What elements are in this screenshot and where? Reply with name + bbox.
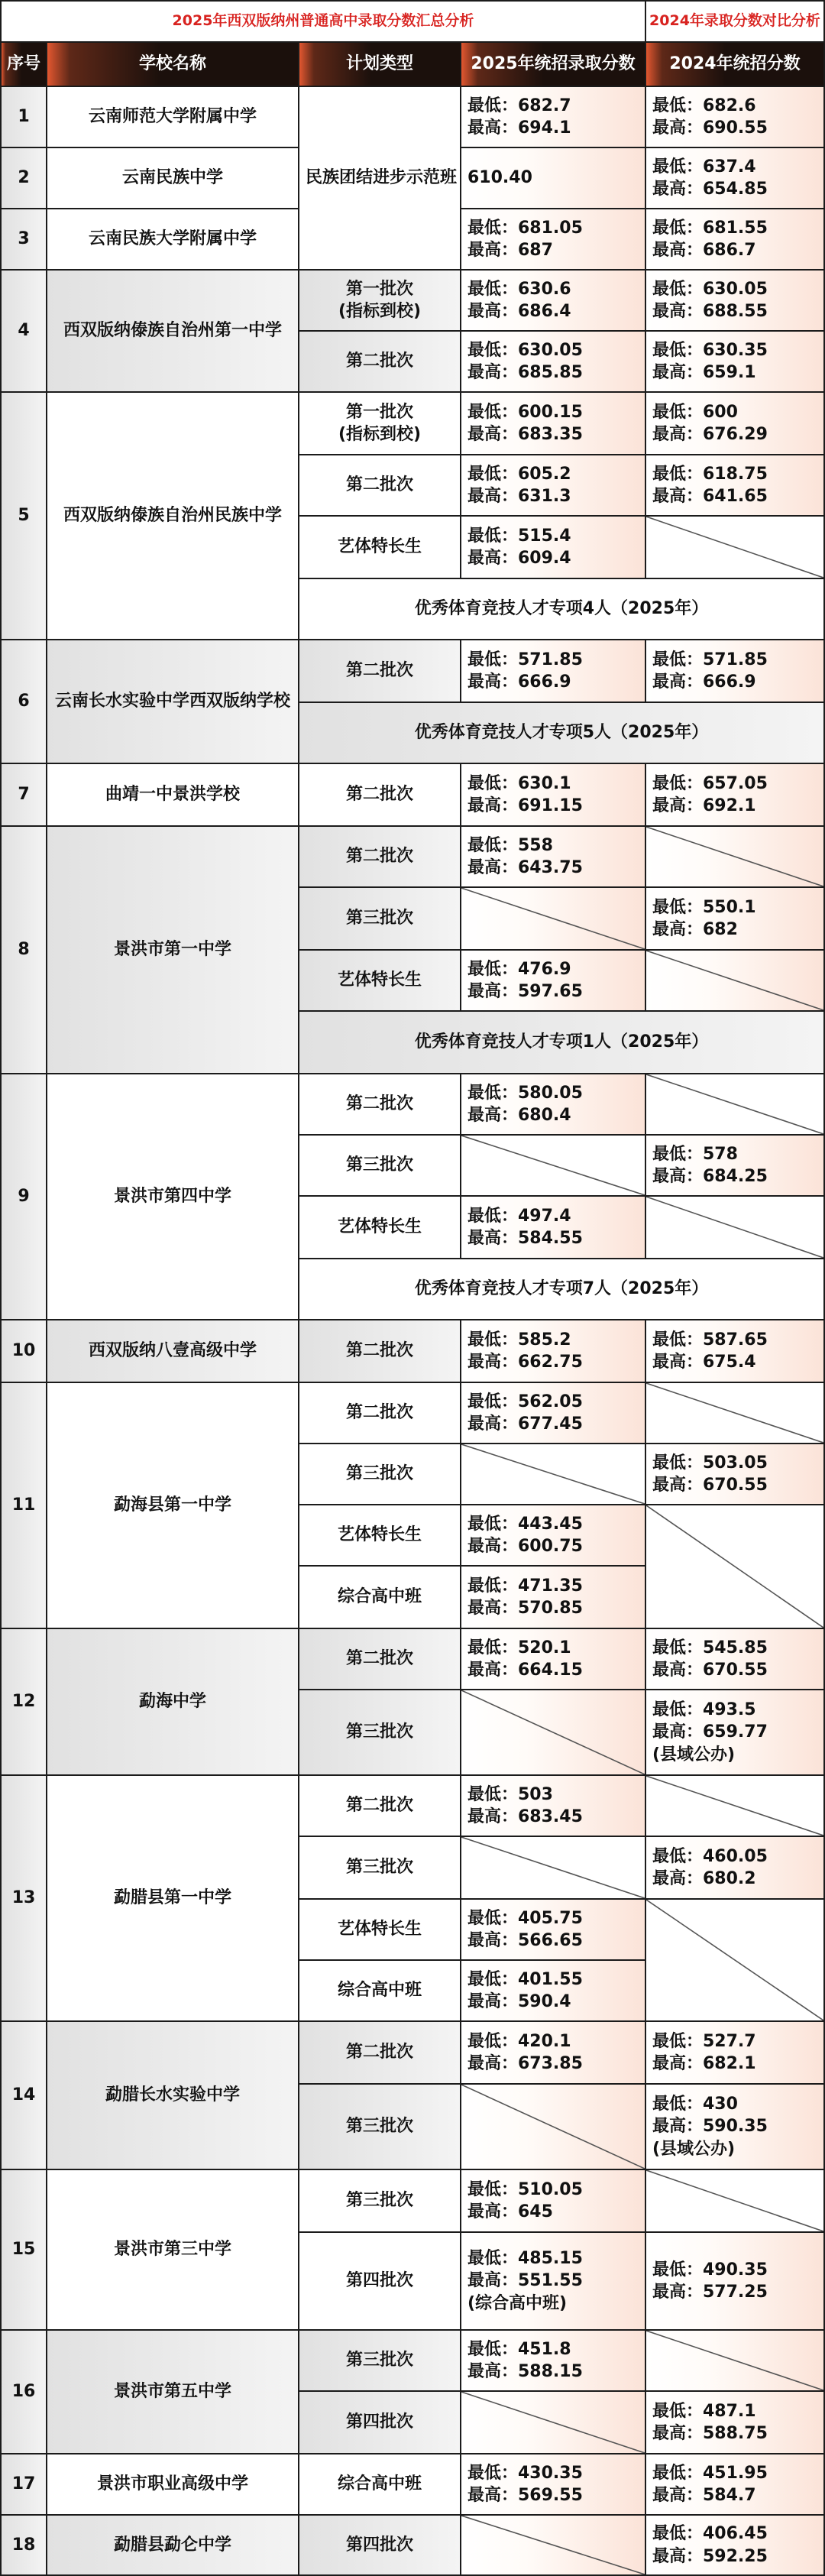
cell-text: 2025年西双版纳州普通高中录取分数汇总分析 — [172, 12, 474, 30]
table-cell-r3-n — [0, 209, 47, 271]
cell-text: 16 — [11, 2382, 36, 2402]
cell-text: 第二批次 — [345, 661, 413, 681]
table-cell-p1-3 — [299, 87, 461, 271]
cell-text: 最低：605.2 最高：631.3 — [467, 464, 571, 506]
cell-text: 第四批次 — [345, 2535, 413, 2555]
table-cell-r8-p2 — [299, 888, 461, 951]
empty-cell-diagonal — [461, 1690, 645, 1774]
table-cell-r1-a — [461, 87, 646, 148]
empty-cell-diagonal — [461, 2516, 645, 2574]
table-cell-r16-a1 — [461, 2331, 646, 2392]
table-cell-r17-p1 — [299, 2454, 461, 2516]
table-cell-r16-p1 — [299, 2331, 461, 2392]
table-cell-r11-b34 — [646, 1505, 825, 1629]
table-cell-h3 — [299, 43, 461, 87]
table-cell-r11-s — [47, 1383, 299, 1629]
cell-text: 最低：580.05 最高：680.4 — [467, 1083, 583, 1125]
table-cell-r2-s — [47, 148, 299, 209]
table-cell-r5-p3 — [299, 517, 461, 579]
cell-text: 第三批次 — [345, 1858, 413, 1878]
cell-text: 最低：490.35 最高：577.25 — [652, 2260, 768, 2302]
cell-text: 最低：497.4 最高：584.55 — [467, 1206, 583, 1248]
table-cell-r9-b1 — [646, 1074, 825, 1136]
cell-text: 最低：503.05 最高：670.55 — [652, 1453, 768, 1495]
cell-text: 2 — [18, 168, 30, 188]
table-cell-r9-p2 — [299, 1136, 461, 1197]
table-cell-r5-n — [0, 393, 47, 640]
cell-text: 第二批次 — [345, 1796, 413, 1816]
cell-text: 序号 — [6, 54, 40, 74]
cell-text: 最低：430.35 最高：569.55 — [467, 2463, 583, 2505]
empty-cell-diagonal — [646, 827, 823, 886]
table-cell-r17-b1 — [646, 2454, 825, 2516]
cell-text: 综合高中班 — [337, 2474, 422, 2494]
table-cell-r4-b1 — [646, 271, 825, 332]
table-cell-r8-n — [0, 827, 47, 1074]
table-cell-r13-a4 — [461, 1961, 646, 2022]
table-cell-r2-a — [461, 148, 646, 209]
cell-text: 最低：600.15 最高：683.35 — [467, 402, 583, 444]
table-cell-r8-a1 — [461, 827, 646, 888]
cell-text: 第二批次 — [345, 1649, 413, 1669]
table-cell-r13-p2 — [299, 1837, 461, 1900]
cell-text: 最低：443.45 最高：600.75 — [467, 1514, 583, 1556]
empty-cell-diagonal — [646, 1900, 823, 2020]
cell-text: 第二批次 — [345, 1341, 413, 1361]
cell-text: 第二批次 — [345, 1094, 413, 1114]
empty-cell-diagonal — [646, 2331, 823, 2390]
cell-text: 云南长水实验中学西双版纳学校 — [54, 692, 290, 711]
cell-text: 最低：657.05 最高：692.1 — [652, 773, 768, 815]
cell-text: 4 — [18, 321, 30, 341]
cell-text: 云南民族中学 — [121, 168, 223, 188]
cell-text: 6 — [18, 692, 30, 711]
table-cell-r5-b2 — [646, 455, 825, 517]
table-cell-r17-n — [0, 2454, 47, 2516]
empty-cell-diagonal — [461, 2085, 645, 2169]
table-cell-r3-s — [47, 209, 299, 271]
table-cell-r18-s — [47, 2516, 299, 2576]
cell-text: 2024年录取分数对比分析 — [649, 12, 820, 30]
table-cell-r8-p3 — [299, 951, 461, 1012]
table-cell-r5-b3 — [646, 517, 825, 579]
cell-text: 景洪市第三中学 — [113, 2240, 231, 2260]
table-cell-r15-p2 — [299, 2233, 461, 2331]
cell-text: 勐海中学 — [138, 1692, 206, 1712]
cell-text: 优秀体育竞技人才专项5人（2025年） — [414, 723, 709, 743]
cell-text: 景洪市第四中学 — [113, 1187, 231, 1207]
table-cell-r5-a1 — [461, 393, 646, 455]
table-cell-r8-s — [47, 827, 299, 1074]
empty-cell-diagonal — [646, 951, 823, 1010]
cell-text: 景洪市第五中学 — [113, 2382, 231, 2402]
table-cell-r13-p1 — [299, 1776, 461, 1837]
cell-text: 13 — [11, 1888, 36, 1908]
cell-text: 最低：406.45 最高：592.25 — [652, 2524, 768, 2566]
table-cell-r4-a1 — [461, 271, 646, 332]
table-cell-r12-b2 — [646, 1690, 825, 1776]
cell-text: 第四批次 — [345, 2412, 413, 2432]
cell-text: 9 — [18, 1187, 30, 1207]
cell-text: 第三批次 — [345, 1722, 413, 1742]
table-cell-r13-a1 — [461, 1776, 646, 1837]
table-cell-r14-b2 — [646, 2085, 825, 2170]
table-cell-r2-n — [0, 148, 47, 209]
cell-text: 最低：562.05 最高：677.45 — [467, 1392, 583, 1434]
table-cell-r6-sp — [299, 703, 825, 764]
cell-text: 艺体特长生 — [337, 1920, 422, 1939]
cell-text: 最低：681.55 最高：686.7 — [652, 218, 768, 260]
cell-text: 最低：520.1 最高：664.15 — [467, 1638, 583, 1680]
empty-cell-diagonal — [646, 1505, 823, 1628]
table-cell-r10-p1 — [299, 1320, 461, 1383]
cell-text: 第四批次 — [345, 2271, 413, 2291]
table-cell-r15-b2 — [646, 2233, 825, 2331]
table-cell-r14-b1 — [646, 2022, 825, 2085]
cell-text: 17 — [11, 2474, 36, 2494]
cell-text: 18 — [11, 2535, 36, 2555]
cell-text: 勐腊县第一中学 — [113, 1888, 231, 1908]
cell-text: 最低：485.15 最高：551.55 (综合高中班) — [467, 2249, 583, 2313]
table-cell-r11-p2 — [299, 1444, 461, 1505]
table-cell-r16-a2 — [461, 2392, 646, 2454]
cell-text: 最低：682.6 最高：690.55 — [652, 96, 768, 138]
table-cell-r15-n — [0, 2170, 47, 2331]
table-cell-r5-a2 — [461, 455, 646, 517]
table-cell-r8-a3 — [461, 951, 646, 1012]
table-cell-r5-b1 — [646, 393, 825, 455]
empty-cell-diagonal — [646, 2170, 823, 2231]
table-cell-r18-a1 — [461, 2516, 646, 2576]
table-cell-r10-n — [0, 1320, 47, 1383]
table-cell-r11-a3 — [461, 1505, 646, 1567]
table-cell-r15-a2 — [461, 2233, 646, 2331]
cell-text: 5 — [18, 506, 30, 526]
table-cell-r4-p1 — [299, 271, 461, 332]
cell-text: 最低：630.05 最高：685.85 — [467, 340, 583, 382]
table-cell-r11-p3 — [299, 1505, 461, 1567]
table-cell-r14-a2 — [461, 2085, 646, 2170]
cell-text: 最低：618.75 最高：641.65 — [652, 464, 768, 506]
cell-text: 最低：578 最高：684.25 — [652, 1144, 768, 1186]
table-cell-r18-n — [0, 2516, 47, 2576]
cell-text: 最低：682.7 最高：694.1 — [467, 96, 571, 138]
cell-text: 2024年统招分数 — [669, 54, 801, 74]
empty-cell-diagonal — [646, 1776, 823, 1836]
table-cell-r7-a1 — [461, 764, 646, 827]
table-cell-r11-b1 — [646, 1383, 825, 1444]
table-cell-r16-p2 — [299, 2392, 461, 2454]
cell-text: 最低：550.1 最高：682 — [652, 897, 756, 939]
table-cell-r6-a1 — [461, 640, 646, 703]
table-cell-r11-a4 — [461, 1567, 646, 1629]
table-cell-r14-a1 — [461, 2022, 646, 2085]
cell-text: 10 — [11, 1341, 36, 1361]
table-cell-r5-s — [47, 393, 299, 640]
table-cell-r17-a1 — [461, 2454, 646, 2516]
cell-text: 610.40 — [467, 168, 532, 188]
cell-text: 学校名称 — [138, 54, 206, 74]
table-cell-r6-s — [47, 640, 299, 764]
table-cell-r13-b2 — [646, 1837, 825, 1900]
cell-text: 优秀体育竞技人才专项1人（2025年） — [414, 1032, 709, 1052]
cell-text: 第一批次 (指标到校) — [338, 402, 422, 444]
table-cell-r9-a1 — [461, 1074, 646, 1136]
empty-cell-diagonal — [461, 2392, 645, 2453]
table-cell-r4-a2 — [461, 332, 646, 393]
table-cell-r4-n — [0, 271, 47, 393]
cell-text: 2025年统招录取分数 — [471, 54, 636, 74]
cell-text: 勐海县第一中学 — [113, 1495, 231, 1515]
table-cell-r4-s — [47, 271, 299, 393]
empty-cell-diagonal — [461, 888, 645, 949]
table-cell-r8-b1 — [646, 827, 825, 888]
cell-text: 曲靖一中景洪学校 — [105, 785, 240, 805]
table-cell-r12-n — [0, 1629, 47, 1776]
empty-cell-diagonal — [461, 1837, 645, 1898]
table-cell-r4-p2 — [299, 332, 461, 393]
cell-text: 1 — [18, 107, 30, 127]
table-cell-r4-b2 — [646, 332, 825, 393]
cell-text: 西双版纳八壹高级中学 — [88, 1341, 257, 1361]
table-cell-r11-p1 — [299, 1383, 461, 1444]
table-cell-r15-s — [47, 2170, 299, 2331]
cell-text: 综合高中班 — [337, 1981, 422, 2001]
cell-text: 景洪市第一中学 — [113, 940, 231, 960]
table-cell-r11-a2 — [461, 1444, 646, 1505]
cell-text: 西双版纳傣族自治州民族中学 — [63, 506, 282, 526]
cell-text: 最低：585.2 最高：662.75 — [467, 1330, 583, 1372]
cell-text: 第二批次 — [345, 352, 413, 371]
table-cell-r13-b34 — [646, 1900, 825, 2022]
cell-text: 最低：630.05 最高：688.55 — [652, 279, 768, 321]
table-cell-r8-b2 — [646, 888, 825, 951]
empty-cell-diagonal — [646, 1074, 823, 1134]
table-cell-r9-b2 — [646, 1136, 825, 1197]
table-cell-r12-p1 — [299, 1629, 461, 1690]
cell-text: 8 — [18, 940, 30, 960]
cell-text: 第三批次 — [345, 2191, 413, 2211]
table-cell-r9-a2 — [461, 1136, 646, 1197]
table-cell-r1-n — [0, 87, 47, 148]
empty-cell-diagonal — [461, 1444, 645, 1504]
cell-text: 最低：405.75 最高：566.65 — [467, 1908, 583, 1950]
table-cell-r11-n — [0, 1383, 47, 1629]
table-cell-r8-sp — [299, 1012, 825, 1074]
cell-text: 第二批次 — [345, 785, 413, 805]
cell-text: 云南师范大学附属中学 — [88, 107, 257, 127]
cell-text: 最低：476.9 最高：597.65 — [467, 959, 583, 1001]
table-cell-r16-n — [0, 2331, 47, 2454]
table-cell-r5-sp — [299, 579, 825, 640]
table-cell-r10-s — [47, 1320, 299, 1383]
table-cell-r7-p1 — [299, 764, 461, 827]
cell-text: 最低：503 最高：683.45 — [467, 1784, 583, 1826]
cell-text: 3 — [18, 229, 30, 249]
cell-text: 最低：558 最高：643.75 — [467, 835, 583, 877]
cell-text: 最低：487.1 最高：588.75 — [652, 2401, 768, 2443]
table-cell-r3-a — [461, 209, 646, 271]
cell-text: 最低：630.1 最高：691.15 — [467, 773, 583, 815]
table-cell-h5 — [646, 43, 825, 87]
cell-text: 景洪市职业高级中学 — [96, 2474, 248, 2494]
table-cell-h2 — [47, 43, 299, 87]
table-cell-r18-p1 — [299, 2516, 461, 2576]
cell-text: 艺体特长生 — [337, 1525, 422, 1545]
empty-cell-diagonal — [646, 517, 823, 578]
table-cell-r14-n — [0, 2022, 47, 2170]
cell-text: 第三批次 — [345, 2117, 413, 2137]
cell-text: 最低：451.95 最高：584.7 — [652, 2463, 768, 2505]
table-cell-r15-a1 — [461, 2170, 646, 2233]
table-cell-r16-s — [47, 2331, 299, 2454]
table-cell-t2 — [646, 0, 825, 43]
cell-text: 云南民族大学附属中学 — [88, 229, 257, 249]
table-cell-r13-p3 — [299, 1900, 461, 1961]
cell-text: 最低：545.85 最高：670.55 — [652, 1638, 768, 1680]
empty-cell-diagonal — [646, 1197, 823, 1258]
cell-text: 最低：681.05 最高：687 — [467, 218, 583, 260]
cell-text: 优秀体育竞技人才专项7人（2025年） — [414, 1279, 709, 1299]
table-cell-t1 — [0, 0, 646, 43]
table-cell-r8-b3 — [646, 951, 825, 1012]
table-cell-r7-n — [0, 764, 47, 827]
table-cell-r7-b1 — [646, 764, 825, 827]
cell-text: 艺体特长生 — [337, 537, 422, 557]
table-cell-r16-b2 — [646, 2392, 825, 2454]
table-cell-r12-p2 — [299, 1690, 461, 1776]
cell-text: 11 — [11, 1495, 36, 1515]
cell-text: 7 — [18, 785, 30, 805]
empty-cell-diagonal — [461, 1136, 645, 1195]
table-cell-r5-a3 — [461, 517, 646, 579]
cell-text: 第二批次 — [345, 475, 413, 495]
cell-text: 计划类型 — [345, 54, 413, 74]
table-cell-r11-a1 — [461, 1383, 646, 1444]
table-cell-r18-b1 — [646, 2516, 825, 2576]
cell-text: 西双版纳傣族自治州第一中学 — [63, 321, 282, 341]
table-cell-h1 — [0, 43, 47, 87]
table-cell-r13-b1 — [646, 1776, 825, 1837]
cell-text: 15 — [11, 2240, 36, 2260]
table-cell-r9-p3 — [299, 1197, 461, 1259]
table-cell-r6-b1 — [646, 640, 825, 703]
cell-text: 民族团结进步示范班 — [306, 168, 458, 188]
cell-text: 最低：630.35 最高：659.1 — [652, 340, 768, 382]
table-cell-r2-b — [646, 148, 825, 209]
table-cell-r8-a2 — [461, 888, 646, 951]
cell-text: 第三批次 — [345, 909, 413, 928]
cell-text: 勐腊县勐仑中学 — [113, 2535, 231, 2555]
table-cell-r6-n — [0, 640, 47, 764]
table-cell-r16-b1 — [646, 2331, 825, 2392]
table-cell-r12-a2 — [461, 1690, 646, 1776]
table-cell-r5-p1 — [299, 393, 461, 455]
cell-text: 最低：460.05 最高：680.2 — [652, 1846, 768, 1888]
cell-text: 最低：510.05 最高：645 — [467, 2179, 583, 2221]
cell-text: 勐腊长水实验中学 — [105, 2085, 240, 2105]
cell-text: 最低：515.4 最高：609.4 — [467, 526, 571, 568]
table-cell-r6-p1 — [299, 640, 461, 703]
table-cell-r7-s — [47, 764, 299, 827]
table-cell-r13-n — [0, 1776, 47, 2022]
cell-text: 艺体特长生 — [337, 1217, 422, 1237]
empty-cell-diagonal — [646, 1383, 823, 1443]
table-cell-r17-s — [47, 2454, 299, 2516]
table-cell-r1-s — [47, 87, 299, 148]
cell-text: 最低：571.85 最高：666.9 — [467, 650, 583, 692]
table-cell-h4 — [461, 43, 646, 87]
table-cell-r11-p4 — [299, 1567, 461, 1629]
cell-text: 第三批次 — [345, 1464, 413, 1484]
cell-text: 艺体特长生 — [337, 970, 422, 990]
cell-text: 最低：493.5 最高：659.77 (县域公办) — [652, 1700, 768, 1764]
table-cell-r8-p1 — [299, 827, 461, 888]
cell-text: 第二批次 — [345, 2043, 413, 2062]
cell-text: 最低：471.35 最高：570.85 — [467, 1576, 583, 1618]
cell-text: 最低：527.7 最高：682.1 — [652, 2031, 756, 2073]
table-cell-r10-b1 — [646, 1320, 825, 1383]
table-cell-r9-a3 — [461, 1197, 646, 1259]
cell-text: 14 — [11, 2085, 36, 2105]
table-cell-r9-n — [0, 1074, 47, 1320]
table-cell-r12-s — [47, 1629, 299, 1776]
cell-text: 最低：451.8 最高：588.15 — [467, 2339, 583, 2381]
table-cell-r13-a3 — [461, 1900, 646, 1961]
table-cell-r12-a1 — [461, 1629, 646, 1690]
cell-text: 最低：401.55 最高：590.4 — [467, 1969, 583, 2011]
cell-text: 最低：587.65 最高：675.4 — [652, 1330, 768, 1372]
cell-text: 最低：630.6 最高：686.4 — [467, 279, 571, 321]
table-cell-r3-b — [646, 209, 825, 271]
cell-text: 最低：420.1 最高：673.85 — [467, 2031, 583, 2073]
cell-text: 最低：571.85 最高：666.9 — [652, 650, 768, 692]
table-cell-r11-b2 — [646, 1444, 825, 1505]
table-cell-r13-s — [47, 1776, 299, 2022]
table-cell-r9-sp — [299, 1259, 825, 1320]
cell-text: 12 — [11, 1692, 36, 1712]
cell-text: 最低：637.4 最高：654.85 — [652, 157, 768, 199]
table-cell-r13-p4 — [299, 1961, 461, 2022]
table-cell-r12-b1 — [646, 1629, 825, 1690]
table-cell-r10-a1 — [461, 1320, 646, 1383]
cell-text: 综合高中班 — [337, 1587, 422, 1607]
table-cell-r9-s — [47, 1074, 299, 1320]
table-cell-r1-b — [646, 87, 825, 148]
table-cell-r9-b3 — [646, 1197, 825, 1259]
cell-text: 第二批次 — [345, 1403, 413, 1423]
cell-text: 第三批次 — [345, 2351, 413, 2370]
table-cell-r15-p1 — [299, 2170, 461, 2233]
table-cell-r15-b1 — [646, 2170, 825, 2233]
cell-text: 最低：430 最高：590.35 (县域公办) — [652, 2095, 768, 2159]
table-cell-r5-p2 — [299, 455, 461, 517]
cell-text: 最低：600 最高：676.29 — [652, 402, 768, 444]
table-cell-r14-s — [47, 2022, 299, 2170]
table-cell-r14-p1 — [299, 2022, 461, 2085]
cell-text: 优秀体育竞技人才专项4人（2025年） — [414, 599, 709, 619]
cell-text: 第三批次 — [345, 1155, 413, 1175]
table-cell-r14-p2 — [299, 2085, 461, 2170]
table-cell-r9-p1 — [299, 1074, 461, 1136]
cell-text: 第二批次 — [345, 847, 413, 867]
cell-text: 第一批次 (指标到校) — [338, 279, 422, 321]
table-cell-r13-a2 — [461, 1837, 646, 1900]
